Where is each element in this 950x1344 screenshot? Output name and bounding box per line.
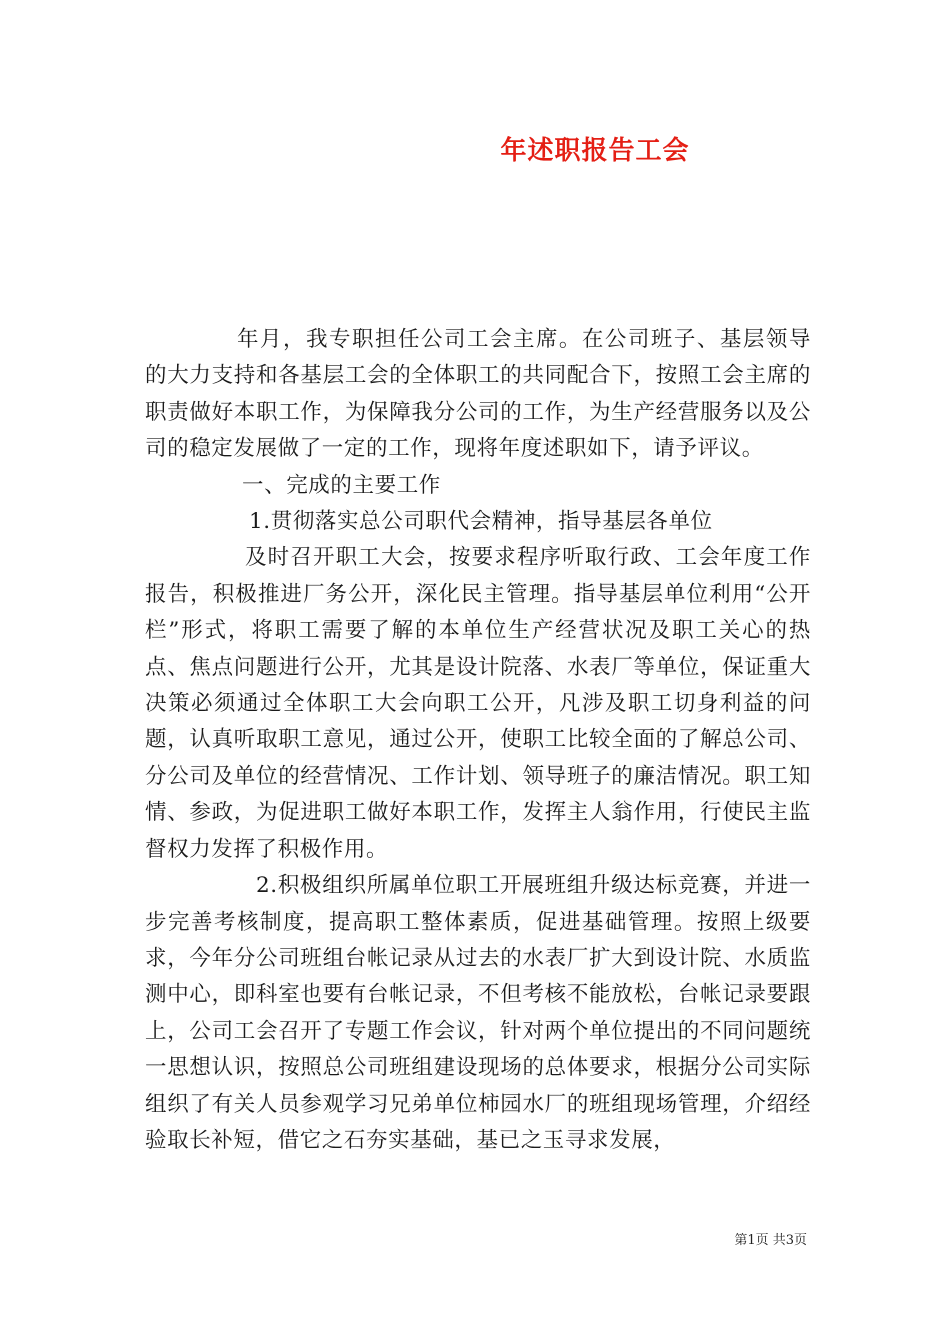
page-number-footer: 第1页 共3页: [734, 1233, 807, 1248]
intro-paragraph: 年月，我专职担任公司工会主席。在公司班子、基层领导的大力支持和各基层工会的全体职工的共同配合下，按照工会主席的职责做好本职工作，为保障我分公司的工作，为生产经营服务以及公司的稳定发展做了一定的工作，现将年度述职如下，请予评议。: [145, 327, 811, 462]
document-title: 年述职报告工会: [500, 136, 690, 166]
document-body: [145, 322, 811, 1159]
subsection-heading-1: 1.贯彻落实总公司职代会精神，指导基层各单位: [249, 509, 713, 535]
section1-paragraph: 及时召开职工大会，按要求程序听取行政、工会年度工作报告，积极推进厂务公开，深化民主管理。指导基层单位利用“公开栏”形式，将职工需要了解的本单位生产经营状况及职工关心的热点、焦点问题进行公开，尤其是设计院落、水表厂等单位，保证重大决策必须通过全体职工大会向职工公开，凡涉及职工切身利益的问题，认真听取职工意见，通过公开，使职工比较全面的了解总公司、分公司及单位的经营情况、工作计划、领导班子的廉洁情况。职工知情、参政，为促进职工做好本职工作，发挥主人翁作用，行使民主监督权力发挥了积极作用。: [145, 545, 811, 862]
section-heading: 一、完成的主要工作: [242, 472, 441, 498]
section2-paragraph: 2.积极组织所属单位职工开展班组升级达标竞赛，并进一步完善考核制度，提高职工整体素质，促进基础管理。按照上级要求，今年分公司班组台帐记录从过去的水表厂扩大到设计院、水质监测中心，即科室也要有台帐记录，不但考核不能放松，台帐记录要跟上，公司工会召开了专题工作会议，针对两个单位提出的不同问题统一思想认识，按照总公司班组建设现场的总体要求，根据分公司实际组织了有关人员参观学习兄弟单位柿园水厂的班组现场管理，介绍经验取长补短，借它之石夯实基础，基已之玉寻求发展，: [145, 873, 811, 1153]
